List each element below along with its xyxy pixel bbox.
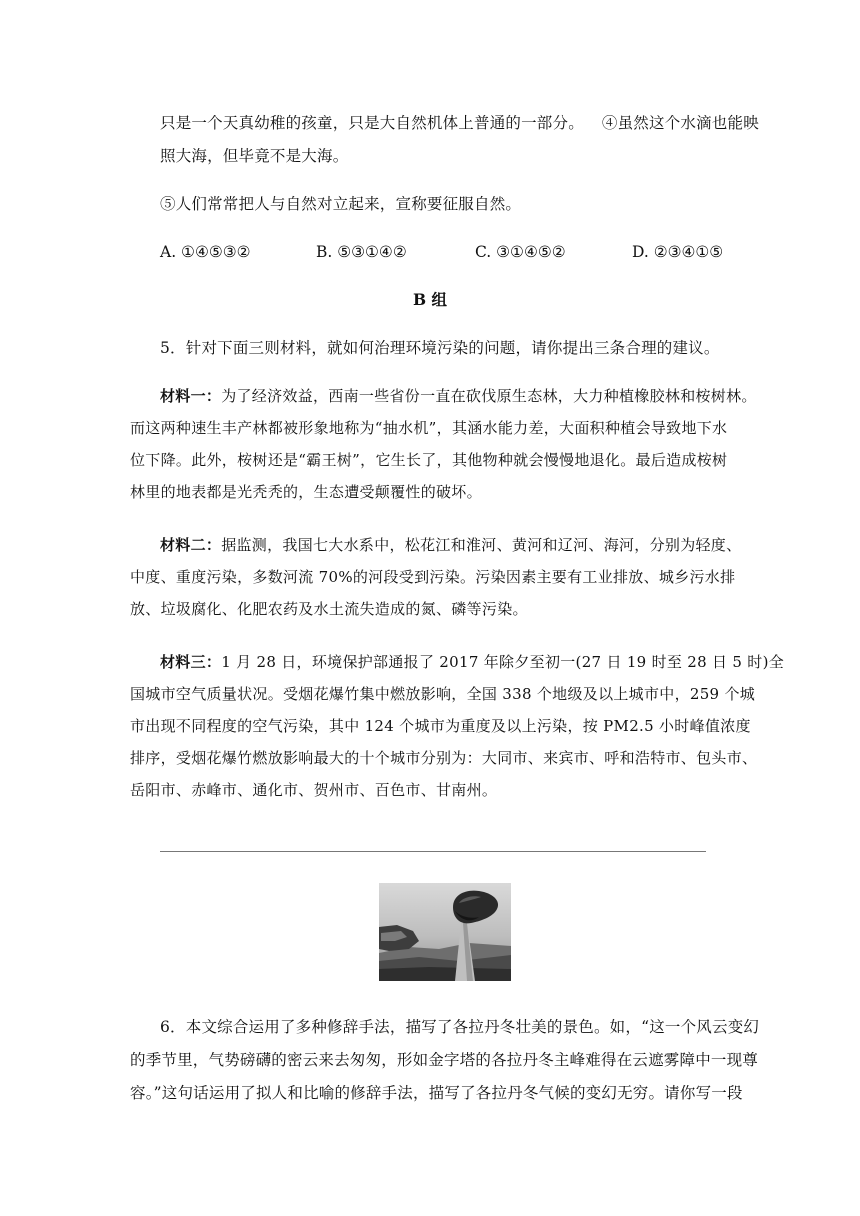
material-2-line-1: 材料二：据监测，我国七大水系中，松花江和淮河、黄河和辽河、海河，分别为轻度、: [160, 536, 742, 554]
material-3-line-1: 材料三：1 月 28 日，环境保护部通报了 2017 年除夕至初一(27 日 19 时至 28 日 5 时)全: [160, 653, 785, 671]
material-1-label: 材料一：: [160, 387, 222, 405]
material-1-line-2: 而这两种速生丰产林都被形象地称为“抽水机”，其涵水能力差，大面积种植会导致地下水: [130, 419, 728, 437]
material-2-line-2: 中度、重度污染，多数河流 70%的河段受到污染。污染因素主要有工业排放、城乡污水排: [130, 568, 736, 586]
material-1-line-3: 位下降。此外，桉树还是“霸王树”，它生长了，其他物种就会慢慢地退化。最后造成桉树: [130, 451, 728, 469]
material-3-line-5: 岳阳市、赤峰市、通化市、贺州市、百色市、甘南州。: [130, 781, 498, 799]
q4-option-a: A. ①④⑤③②: [160, 243, 251, 261]
q6-line-2: 的季节里，气势磅礴的密云来去匆匆，形如金字塔的各拉丹冬主峰难得在云遮雾障中一现尊: [130, 1051, 759, 1069]
mushroom-rock-photo: [379, 883, 511, 981]
material-1-line-1: 材料一：为了经济效益，西南一些省份一直在砍伐原生态林，大力种植橡胶林和桉树林。: [160, 387, 757, 405]
group-b-title: B 组: [413, 290, 447, 309]
q6-line-3: 容。”这句话运用了拟人和比喻的修辞手法，描写了各拉丹冬气候的变幻无穷。请你写一段: [130, 1084, 743, 1102]
material-3-line-3: 市出现不同程度的空气污染，其中 124 个城市为重度及以上污染，按 PM2.5 小时峰值浓度: [130, 717, 751, 735]
material-3-label: 材料三：: [160, 653, 222, 671]
material-3-line-2: 国城市空气质量状况。受烟花爆竹集中燃放影响，全国 338 个地级及以上城市中，259 个城: [130, 685, 756, 703]
section-divider: [160, 851, 706, 852]
q4-line-2: 照大海，但毕竟不是大海。: [160, 147, 349, 165]
q4-line-1-part-2: ④虽然这个水滴也能映: [601, 114, 759, 132]
q5-prompt: 5．针对下面三则材料，就如何治理环境污染的问题，请你提出三条合理的建议。: [160, 339, 720, 357]
q4-line-1-part-1: 只是一个天真幼稚的孩童，只是大自然机体上普通的一部分。: [160, 114, 584, 132]
q4-option-c: C. ③①④⑤②: [475, 243, 566, 261]
material-2-label: 材料二：: [160, 536, 222, 554]
material-1-line-4: 林里的地表都是光秃秃的，生态遭受颠覆性的破坏。: [130, 483, 482, 501]
q4-option-b: B. ⑤③①④②: [316, 243, 407, 261]
q4-line-3: ⑤人们常常把人与自然对立起来，宣称要征服自然。: [160, 195, 522, 213]
material-3-line-4: 排序，受烟花爆竹燃放影响最大的十个城市分别为：大同市、来宾市、呼和浩特市、包头市、: [130, 749, 758, 767]
q6-line-1: 6．本文综合运用了多种修辞手法，描写了各拉丹冬壮美的景色。如，“这一个风云变幻: [160, 1018, 760, 1036]
material-2-line-3: 放、垃圾腐化、化肥农药及水土流失造成的氮、磷等污染。: [130, 600, 528, 618]
q4-line-1: [160, 113, 759, 133]
q4-option-d: D. ②③④①⑤: [632, 243, 724, 261]
